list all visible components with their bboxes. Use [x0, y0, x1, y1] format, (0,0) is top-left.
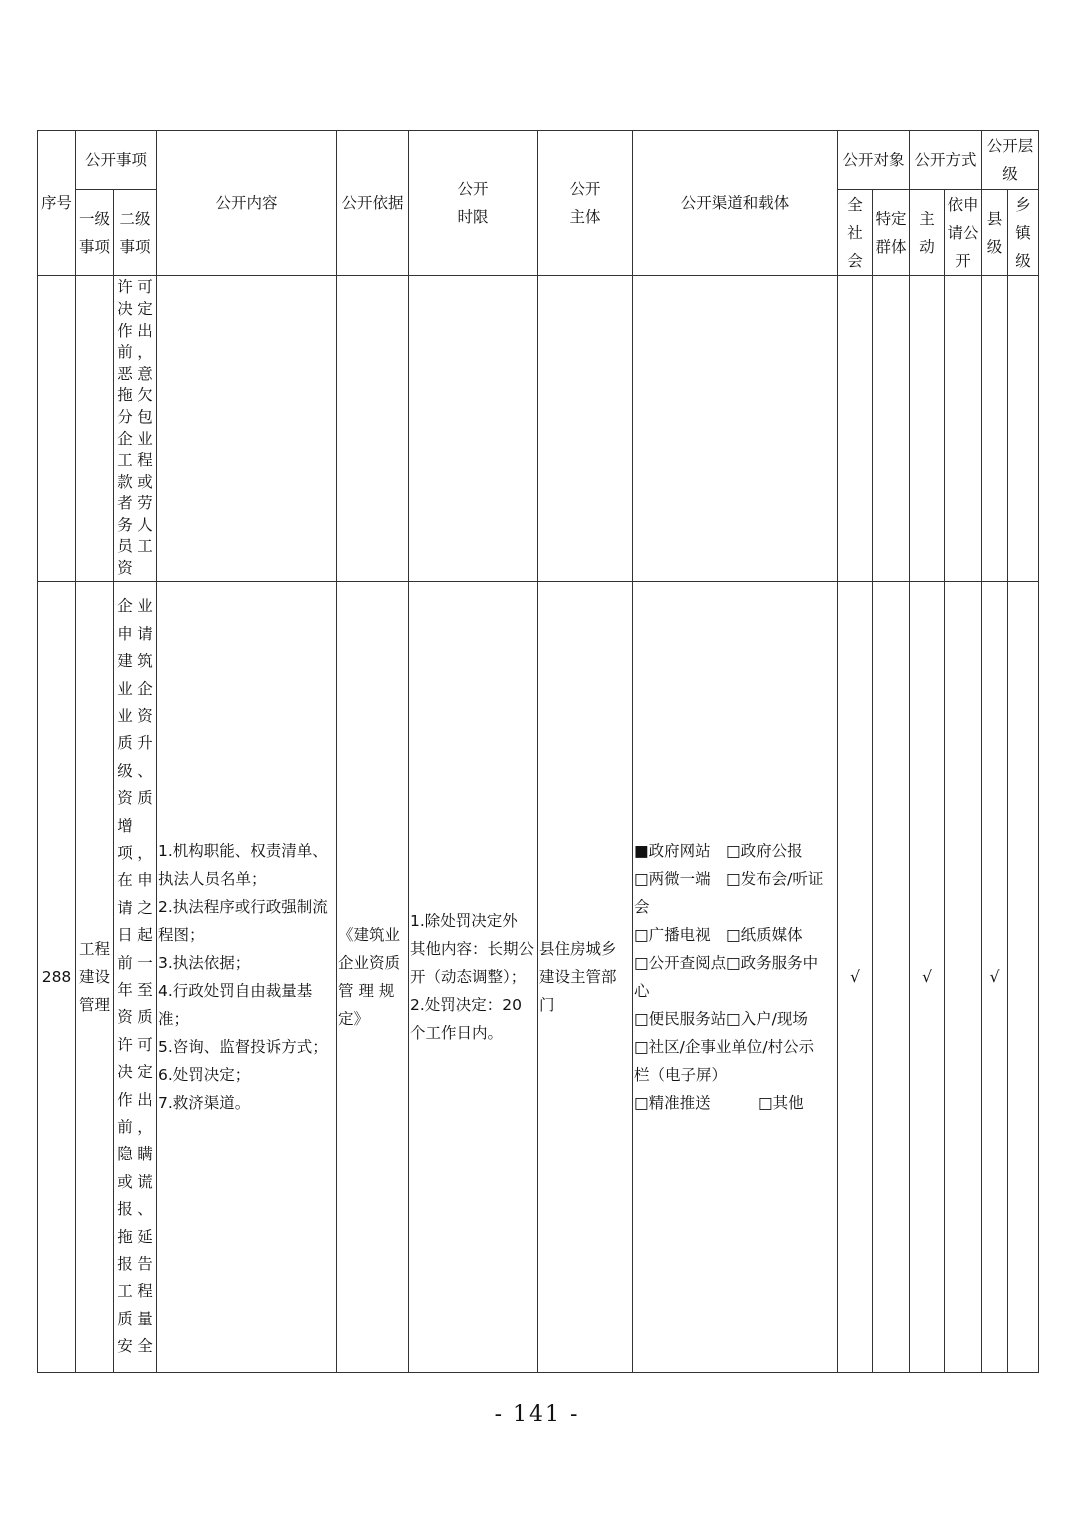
cell-basis: [337, 276, 409, 582]
header-level2-line: 事项: [119, 237, 151, 256]
level2-char: 起: [137, 926, 153, 945]
level2-char: 或: [117, 1172, 133, 1191]
level2-char: ，: [137, 343, 153, 362]
level2-char: 企: [117, 429, 133, 448]
channel-row: [634, 1089, 836, 1117]
channel-list: [634, 837, 836, 1117]
channel-row: [634, 1005, 836, 1033]
channel-option: □公开查阅点: [634, 954, 727, 972]
subject-line: 门: [539, 996, 555, 1014]
level2-char: 请: [137, 624, 153, 643]
cell-level2: [114, 276, 157, 582]
header-content: 公开内容: [157, 131, 337, 276]
level2-char: 劳: [137, 494, 153, 513]
content-line: 2.执法程序或行政强制流: [158, 898, 328, 916]
basis-line: 管 理 规: [338, 982, 395, 1000]
level2-char: 款: [117, 472, 133, 491]
channel-row: [634, 837, 836, 865]
header-row-1: [38, 131, 1039, 190]
level2-char: 业: [137, 429, 153, 448]
header-target-all-line: 全: [847, 195, 863, 214]
level2-char: 拖: [117, 1227, 133, 1246]
level2-char: 资: [117, 559, 133, 578]
basis-line: 定》: [338, 1010, 370, 1028]
level2-char: 请: [117, 898, 133, 917]
level2-char: 全: [137, 1337, 153, 1356]
content-line: 1.机构职能、权责清单、: [158, 842, 328, 860]
cell-subject: [538, 276, 633, 582]
time-limit-line: 其他内容：长期公: [410, 940, 535, 958]
level2-char: 隐: [117, 1145, 133, 1164]
cell-subject: [538, 582, 633, 1373]
header-subject-line: 主体: [569, 208, 601, 226]
level2-char: 级: [117, 761, 133, 780]
cell-target-specific: [873, 582, 910, 1373]
level2-char: 至: [137, 981, 153, 999]
level2-char: 资: [117, 789, 133, 808]
header-level2-line: 二级: [119, 209, 151, 228]
level2-char: 决: [117, 299, 133, 318]
level2-char: 年: [117, 981, 133, 999]
level2-char: 务: [117, 515, 133, 534]
channel-row: [634, 949, 836, 977]
header-target-specific-line: 特定: [875, 209, 907, 228]
cell-method-apply: [945, 582, 982, 1373]
level2-char: 质: [117, 1309, 133, 1328]
level2-char: 分: [117, 407, 133, 426]
header-level2: [114, 190, 157, 276]
level2-char: 出: [137, 1090, 153, 1109]
header-target-specific: [873, 190, 910, 276]
cell-level-county: √: [982, 582, 1008, 1373]
cell-level1: [76, 582, 114, 1373]
time-limit-line: 开（动态调整）；: [410, 968, 527, 986]
level2-char: 安: [117, 1337, 133, 1356]
level2-char: 延: [137, 1227, 153, 1246]
level2-char: 出: [137, 321, 153, 340]
level2-char: 可: [137, 278, 153, 297]
channel-option: □纸质媒体: [726, 926, 803, 944]
cell-method-apply: [945, 276, 982, 582]
header-target-all: [838, 190, 873, 276]
channel-row: [634, 865, 836, 893]
level2-char: 业: [137, 597, 153, 616]
level1-line: 工程: [78, 940, 110, 958]
disclosure-table: [37, 130, 1039, 1373]
level2-char: 一: [137, 953, 153, 972]
level2-char: 工: [137, 537, 153, 556]
header-method: 公开方式: [910, 131, 982, 190]
level2-char: 申: [117, 624, 133, 643]
cell-level1: [76, 276, 114, 582]
level2-char: 、: [137, 761, 153, 780]
level1-line: 管理: [78, 996, 110, 1014]
level2-char: 包: [137, 407, 153, 426]
level2-char: 资: [117, 1008, 133, 1027]
level2-char: 告: [137, 1255, 153, 1274]
content-line: 执法人员名单；: [158, 870, 267, 888]
level2-char: 、: [137, 1200, 153, 1219]
header-level-line: 公开层: [986, 137, 1034, 155]
header-method-active: [910, 190, 945, 276]
level2-char: 质: [117, 734, 133, 753]
header-level-town-line: 乡: [1015, 195, 1031, 214]
level2-char: 质: [137, 1008, 153, 1027]
header-method-active-line: 主: [919, 209, 935, 228]
level2-char: 报: [117, 1255, 133, 1274]
cell-level2: [114, 582, 157, 1373]
level2-char: 可: [137, 1035, 153, 1054]
header-level-county-line: 县: [986, 209, 1003, 228]
level2-char: 谎: [137, 1172, 153, 1191]
cell-target-all: [838, 276, 873, 582]
content-line: 4.行政处罚自由裁量基: [158, 982, 313, 1000]
channel-option: □政务服务中: [726, 954, 819, 972]
level2-char: 前: [117, 1118, 133, 1137]
channel-option: □发布会/听证: [726, 870, 824, 888]
level2-char: 建: [117, 652, 133, 671]
channel-option: 心: [634, 982, 650, 1000]
header-level-county-line: 级: [986, 237, 1003, 256]
level2-char: 程: [137, 451, 153, 470]
content-line: 6.处罚决定；: [158, 1066, 251, 1084]
header-target: 公开对象: [838, 131, 910, 190]
header-level-county: [982, 190, 1008, 276]
channel-option: □两微一端: [634, 870, 711, 888]
level2-char: 企: [117, 597, 133, 616]
header-seq: 序号: [38, 131, 76, 276]
level2-char: 筑: [137, 652, 153, 671]
level2-char: 决: [117, 1063, 133, 1082]
header-method-apply-line: 依申: [947, 195, 979, 214]
channel-option: □政府公报: [726, 842, 803, 860]
header-matter: 公开事项: [76, 131, 157, 190]
channel-row: [634, 1061, 836, 1089]
header-target-all-line: 会: [847, 251, 863, 270]
header-level-line: 级: [1002, 165, 1018, 183]
level2-char: 业: [117, 706, 133, 725]
channel-option: □入户/现场: [726, 1010, 808, 1028]
level2-char: 拖: [117, 386, 133, 405]
header-level-town-line: 镇: [1015, 223, 1031, 242]
content-line: 5.咨询、监督投诉方式；: [158, 1038, 328, 1056]
time-limit-line: 2.处罚决定：20: [410, 996, 523, 1014]
level2-char: 工: [117, 451, 133, 470]
header-subject: [538, 131, 633, 276]
header-time-limit-line: 时限: [457, 208, 489, 226]
level2-char: 前: [117, 953, 133, 972]
level2-char: 员: [117, 537, 133, 556]
basis-line: 企业资质: [338, 954, 401, 972]
level2-char: 人: [137, 515, 153, 534]
content-line: 7.救济渠道。: [158, 1094, 251, 1112]
level2-char: 业: [117, 679, 133, 698]
level2-char: [135, 813, 155, 840]
header-channel: 公开渠道和载体: [633, 131, 838, 276]
cell-content: [157, 276, 337, 582]
cell-target-specific: [873, 276, 910, 582]
header-method-apply-line: 开: [955, 251, 971, 270]
level2-char: 许: [117, 278, 133, 297]
header-level1: [76, 190, 114, 276]
level2-char: 报: [117, 1200, 133, 1219]
cell-basis: [337, 582, 409, 1373]
cell-seq: 288: [38, 582, 76, 1373]
time-limit-line: 1.除处罚决定外: [410, 912, 518, 930]
level2-char: 日: [117, 926, 133, 945]
level2-char: 在: [117, 871, 133, 890]
channel-option: 会: [634, 898, 650, 916]
header-time-limit: [409, 131, 538, 276]
level2-char: 升: [137, 734, 153, 753]
content-line: 准；: [158, 1010, 190, 1028]
level2-char: 项: [117, 843, 133, 862]
level1-line: 建设: [78, 968, 110, 986]
level2-char: ，: [137, 1118, 153, 1137]
cell-method-active: [910, 276, 945, 582]
subject-line: 建设主管部: [539, 968, 617, 986]
channel-option: □社区/企事业单位/村公示: [634, 1038, 815, 1056]
level2-char: 者: [117, 494, 133, 513]
level2-char: 资: [137, 706, 153, 725]
header-level1-line: 一级: [78, 209, 110, 228]
level2-char: 恶: [117, 364, 133, 383]
cell-time-limit: [409, 582, 538, 1373]
cell-method-active: √: [910, 582, 945, 1373]
level2-text: [115, 277, 155, 579]
cell-channels: [633, 582, 838, 1373]
header-level: [982, 131, 1039, 190]
cell-seq: [38, 276, 76, 582]
header-method-apply-line: 请公: [947, 223, 979, 242]
channel-row: [634, 893, 836, 921]
cell-level-town: [1008, 276, 1039, 582]
channel-option: 栏（电子屏）: [634, 1066, 728, 1084]
level2-char: 意: [137, 364, 153, 383]
channel-row: [634, 921, 836, 949]
header-target-specific-line: 群体: [875, 237, 907, 256]
header-method-active-line: 动: [919, 237, 935, 256]
channel-row: [634, 977, 836, 1005]
level2-char: 瞒: [137, 1145, 153, 1164]
level2-char: 或: [137, 472, 153, 491]
level2-char: 增: [117, 816, 133, 835]
level2-char: 作: [117, 321, 133, 340]
header-basis: 公开依据: [337, 131, 409, 276]
level2-char: ，: [137, 843, 153, 862]
cell-level-town: [1008, 582, 1039, 1373]
level2-char: 申: [137, 871, 153, 890]
header-subject-line: 公开: [569, 180, 601, 198]
channel-option: ■政府网站: [634, 842, 711, 860]
level2-char: 企: [137, 679, 153, 698]
header-time-limit-line: 公开: [457, 180, 489, 198]
header-level-town-line: 级: [1015, 251, 1031, 270]
content-line: 程图；: [158, 926, 205, 944]
subject-line: 县住房城乡: [539, 940, 617, 958]
level2-char: 欠: [137, 386, 153, 405]
cell-channels: [633, 276, 838, 582]
time-limit-line: 个工作日内。: [410, 1024, 504, 1042]
cell-level-county: [982, 276, 1008, 582]
level2-char: 质: [137, 789, 153, 808]
channel-row: [634, 1033, 836, 1061]
level2-text: [115, 593, 155, 1360]
level2-char: 之: [137, 898, 153, 917]
level2-char: 程: [137, 1282, 153, 1301]
cell-target-all: √: [838, 582, 873, 1373]
header-level-town: [1008, 190, 1039, 276]
level2-char: 作: [117, 1090, 133, 1109]
level2-char: 定: [137, 1063, 153, 1082]
level2-char: 量: [137, 1309, 153, 1328]
level2-char: 定: [137, 299, 153, 318]
header-method-apply: [945, 190, 982, 276]
level2-char: 许: [117, 1035, 133, 1054]
page-number: - 141 -: [494, 1402, 580, 1427]
table-row: [38, 276, 1039, 582]
channel-option: □其他: [758, 1094, 804, 1112]
channel-option: □精准推送: [634, 1094, 711, 1112]
cell-time-limit: [409, 276, 538, 582]
header-level1-line: 事项: [78, 237, 110, 256]
level2-char: 前: [117, 343, 133, 362]
channel-option: □便民服务站: [634, 1010, 727, 1028]
header-target-all-line: 社: [847, 223, 863, 242]
table-row: [38, 582, 1039, 1373]
content-line: 3.执法依据；: [158, 954, 251, 972]
level2-char: 工: [117, 1282, 133, 1301]
cell-content: [157, 582, 337, 1373]
channel-option: □广播电视: [634, 926, 711, 944]
basis-line: 《建筑业: [338, 926, 401, 944]
